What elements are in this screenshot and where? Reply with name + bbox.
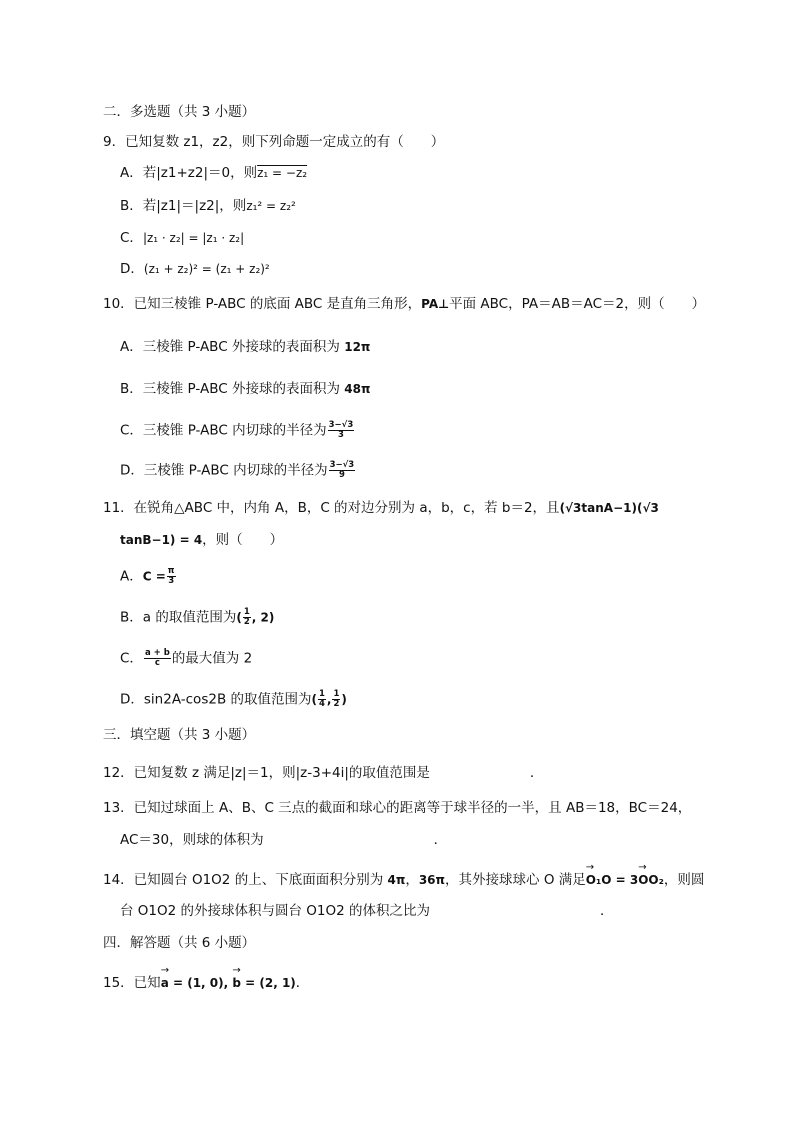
q11-option-a-text: A． <box>120 568 143 585</box>
q10-option-d[interactable] <box>120 461 356 480</box>
q14-line1-post: ，则圆 <box>663 872 705 888</box>
q15-b-value: = (2, 1) <box>240 976 296 990</box>
q11-option-c-post: 的最大值为 2 <box>171 650 253 667</box>
q11-option-d-comma: , <box>326 692 332 707</box>
q10-option-b[interactable] <box>120 380 370 398</box>
q11-option-a-fraction: $\frac{\pi}{3}$ <box>167 566 175 586</box>
q11-option-b-text: B．a 的取值范围为 <box>120 609 237 626</box>
q11-option-c-fraction: $\frac{a + b}{c}$ <box>144 648 170 668</box>
q9-option-d-text: D． <box>120 261 144 277</box>
q15-a-value: = (1, 0) <box>168 976 224 990</box>
q15-end: ． <box>295 975 310 991</box>
q15-vector-a: → a <box>161 974 169 992</box>
q11-option-c-text: C． <box>120 650 143 667</box>
question-13-line1: 13．已知过球面上 A、B、C 三点的截面和球心的距离等于球半径的一半，且 AB＝18，BC＝24， <box>103 800 692 816</box>
q11-stem-pre: 11．在锐角△ABC 中，内角 A，B，C 的对边分别为 a，b，c，若 b＝2，且 <box>103 500 560 516</box>
q10-stem-post: 平面 ABC，PA＝AB＝AC＝2，则（ ） <box>449 296 706 312</box>
section-fill-in-heading: 三．填空题（共 3 小题） <box>103 727 256 743</box>
q14-vector-o1o: → O₁O <box>586 871 612 889</box>
q11-stem-line2-post: ，则（ ） <box>202 532 284 548</box>
q11-option-b[interactable] <box>120 608 274 627</box>
question-15 <box>103 974 309 992</box>
q10-option-b-value: 48π <box>344 382 371 396</box>
q10-option-b-text: B．三棱锥 P-ABC 外接球的表面积为 <box>120 381 345 397</box>
question-14-line2 <box>120 902 614 920</box>
q13-end: ． <box>433 832 448 848</box>
q11-stem-line2-math: tanB−1) = 4 <box>120 533 203 547</box>
question-11-stem <box>103 499 659 517</box>
q11-option-d-close: ) <box>341 692 347 707</box>
q11-option-d[interactable] <box>120 690 347 709</box>
q14-line1-mid: ，其外接球球心 O 满足 <box>445 872 586 888</box>
q11-option-a-lhs: C = <box>142 569 166 584</box>
q9-option-b-math: z₁² = z₂² <box>246 199 296 213</box>
q10-stem-pre: 10．已知三棱锥 P-ABC 的底面 ABC 是直角三角形， <box>103 296 422 312</box>
q10-option-c-fraction: $\frac{3-√3}{3}$ <box>328 420 354 440</box>
q12-stem: 12．已知复数 z 满足|z|＝1，则|z-3+4i|的取值范围是 <box>103 765 430 781</box>
question-12 <box>103 764 543 782</box>
q11-option-d-fraction-1: $\frac{1}{4}$ <box>318 689 325 709</box>
q15-separator: , <box>223 976 233 990</box>
q11-option-d-fraction-2: $\frac{1}{2}$ <box>333 689 340 709</box>
section-solution-heading: 四．解答题（共 6 小题） <box>103 935 256 951</box>
question-9-stem: 9．已知复数 z1，z2，则下列命题一定成立的有（ ） <box>103 134 445 150</box>
q9-option-c[interactable] <box>120 229 244 247</box>
q9-option-c-math: |z₁ · z₂| = |z₁ · z₂| <box>142 231 245 245</box>
q9-option-d-math: (z₁ + z₂)² = (z₁ + z₂)² <box>143 262 270 276</box>
q12-end: ． <box>529 765 544 781</box>
q11-stem-math: (√3tanA−1)(√3 <box>559 501 659 515</box>
q10-option-a-value: 12π <box>344 340 371 354</box>
q9-option-b[interactable] <box>120 197 296 215</box>
question-10-stem <box>103 295 705 313</box>
q10-option-d-text: D．三棱锥 P-ABC 内切球的半径为 <box>120 462 328 479</box>
q9-option-a[interactable] <box>120 164 307 182</box>
q14-line1-pre: 14．已知圆台 O1O2 的上、下底面面积分别为 <box>103 872 388 888</box>
section-multiple-choice-heading: 二．多选题（共 3 小题） <box>103 104 256 120</box>
q14-vector-oo2: → OO₂ <box>638 871 664 889</box>
q15-pre: 15．已知 <box>103 975 161 991</box>
q14-end: ． <box>600 903 614 919</box>
q15-vector-b: → b <box>232 974 241 992</box>
q14-area-bottom: 36π <box>418 873 446 887</box>
q11-option-d-text: D．sin2A-cos2B 的取值范围为 <box>120 691 312 708</box>
q11-option-b-rest: , 2) <box>251 610 275 625</box>
q10-option-c-text: C．三棱锥 P-ABC 内切球的半径为 <box>120 422 327 439</box>
q14-equals: = 3 <box>611 873 639 887</box>
q14-line2-text: 台 O1O2 的外接球体积与圆台 O1O2 的体积之比为 <box>120 903 431 919</box>
q10-option-c[interactable] <box>120 421 355 440</box>
q11-option-c[interactable] <box>120 649 252 668</box>
q9-option-c-text: C． <box>120 230 143 246</box>
q11-option-a[interactable] <box>120 567 177 586</box>
q9-option-a-text: A．若|z1+z2|＝0，则 <box>120 165 258 181</box>
q9-option-b-text: B．若|z1|＝|z2|，则 <box>120 198 247 214</box>
q9-option-a-math: z₁ = −z₂ <box>257 166 308 180</box>
q14-area-top: 4π <box>387 873 406 887</box>
q14-comma: ， <box>405 872 419 888</box>
q9-option-d[interactable] <box>120 260 270 278</box>
q10-option-d-fraction: $\frac{3-√3}{9}$ <box>329 460 355 480</box>
q10-stem-perp: PA⊥ <box>421 297 450 311</box>
q13-line2-text: AC＝30，则球的体积为 <box>120 832 264 848</box>
q11-option-b-open: ( <box>236 610 242 625</box>
q10-option-a[interactable] <box>120 338 370 356</box>
q10-option-a-text: A．三棱锥 P-ABC 外接球的表面积为 <box>120 339 345 355</box>
question-14-line1 <box>103 871 704 889</box>
question-11-stem-line2 <box>120 531 283 549</box>
q11-option-d-open: ( <box>311 692 317 707</box>
q11-option-b-fraction: $\frac{1}{2}$ <box>243 607 250 627</box>
question-13-line2 <box>120 831 447 849</box>
